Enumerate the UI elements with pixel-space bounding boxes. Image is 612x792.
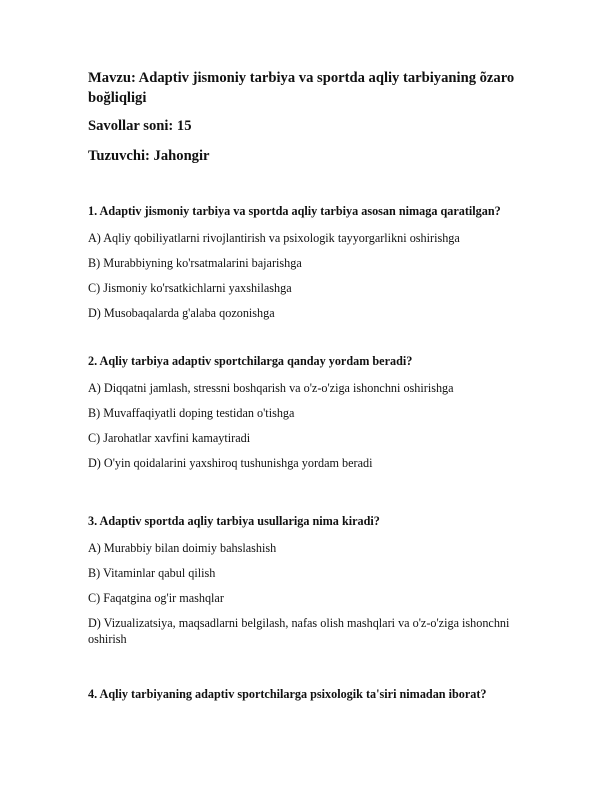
answer-option: B) Vitaminlar qabul qilish (88, 566, 216, 580)
document-title: Mavzu: Adaptiv jismoniy tarbiya va sportda aqliy tarbiyaning õzaro boğliqligi (88, 70, 515, 106)
question-text: 2. Aqliy tarbiya adaptiv sportchilarga qanday yordam beradi? (88, 354, 413, 368)
answer-option: A) Diqqatni jamlash, stressni boshqarish va o'z-o'ziga ishonchni oshirishga (88, 381, 454, 395)
answer-option: D) Musobaqalarda g'alaba qozonishga (88, 306, 275, 320)
question-block (88, 353, 528, 471)
question-text: 1. Adaptiv jismoniy tarbiya va sportda aqliy tarbiya asosan nimaga qaratilgan? (88, 204, 501, 218)
answer-option: C) Faqatgina og'ir mashqlar (88, 591, 224, 605)
question-block (88, 203, 528, 321)
question-count: Savollar soni: 15 (88, 118, 192, 134)
answer-option: D) O'yin qoidalarini yaxshiroq tushunishga yordam beradi (88, 456, 373, 470)
answer-option: B) Muvaffaqiyatli doping testidan o'tishga (88, 406, 295, 420)
answer-option: C) Jismoniy ko'rsatkichlarni yaxshilashga (88, 281, 292, 295)
question-block (88, 513, 528, 647)
document-header (88, 68, 528, 166)
author-line: Tuzuvchi: Jahongir (88, 148, 210, 164)
question-block (88, 686, 528, 702)
question-text: 3. Adaptiv sportda aqliy tarbiya usullariga nima kiradi? (88, 514, 380, 528)
question-text: 4. Aqliy tarbiyaning adaptiv sportchilarga psixologik ta'siri nimadan iborat? (88, 687, 487, 701)
answer-option: D) Vizualizatsiya, maqsadlarni belgilash, nafas olish mashqlari va o'z-o'ziga ishonchni oshirish (88, 616, 510, 646)
answer-option: C) Jarohatlar xavfini kamaytiradi (88, 431, 251, 445)
answer-option: B) Murabbiyning ko'rsatmalarini bajarishga (88, 256, 302, 270)
answer-option: A) Aqliy qobiliyatlarni rivojlantirish va psixologik tayyorgarlikni oshirishga (88, 231, 460, 245)
answer-option: A) Murabbiy bilan doimiy bahslashish (88, 541, 277, 555)
